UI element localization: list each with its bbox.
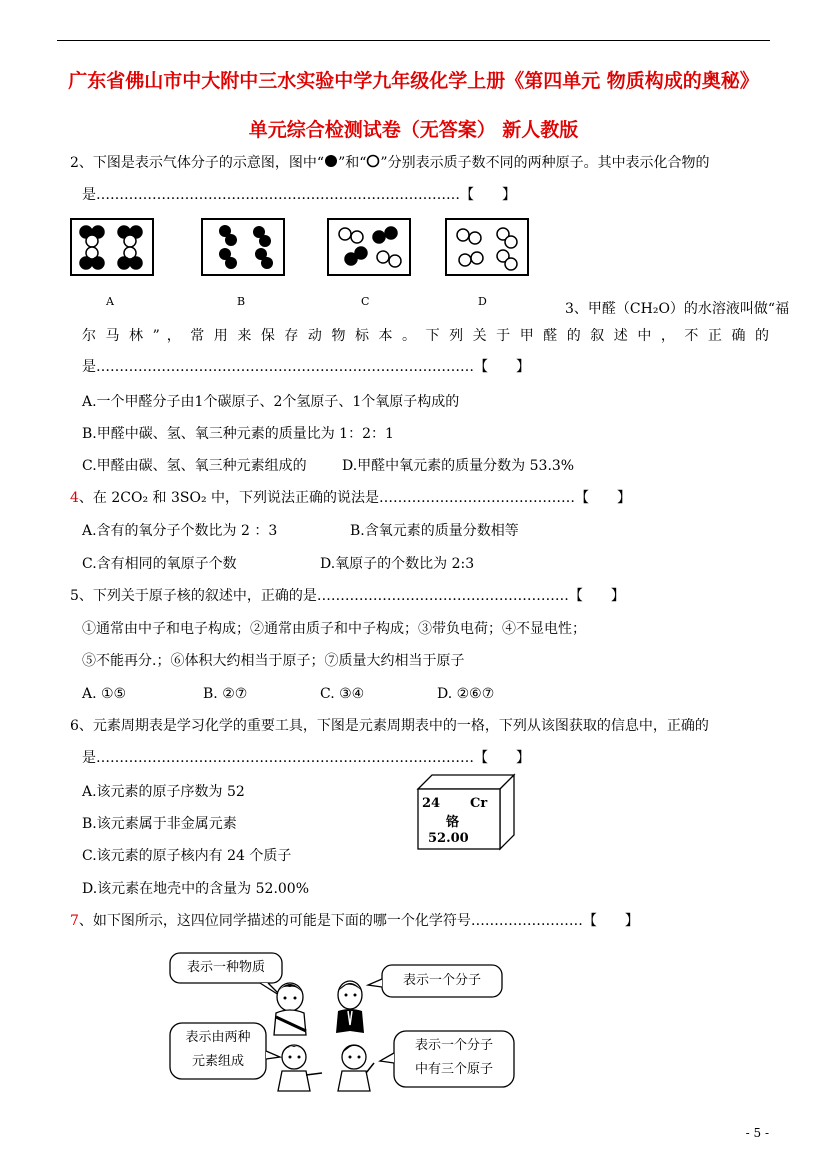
- periodic-table-cell: [416, 773, 516, 851]
- q3-line1: 3、甲醛（CH₂O）的水溶液叫做“福: [565, 301, 790, 317]
- q2-line2: 是……………………………………………………………………【 】: [82, 187, 516, 203]
- figure-label-d: D: [478, 295, 487, 308]
- q4-option-c: C.含有相同的氧原子个数: [82, 556, 237, 572]
- q6-line2: 是………………………………………………………………………【 】: [82, 750, 530, 766]
- molecule-figure-d: [445, 218, 529, 276]
- molecule-figure-c: [327, 218, 411, 276]
- q7-stem: 7、如下图所示，这四位同学描述的可能是下面的哪一个化学符号……………………【 】: [70, 913, 639, 929]
- q4-option-a: A.含有的氧分子个数比为 2 ：3: [82, 523, 278, 539]
- bubble-text-3b: 元素组成: [191, 1054, 244, 1069]
- atomic-mass: 52.00: [428, 831, 469, 846]
- q2-line1: 2、下图是表示气体分子的示意图，图中“ ”和“ ”分别表示质子数不同的两种原子。其中表示化合物的: [70, 155, 710, 171]
- q7-number: 7: [70, 913, 79, 929]
- q5-statements-1: ①通常由中子和电子构成；②通常由质子和中子构成；③带负电荷；④不显电性；: [82, 621, 586, 637]
- q5-option-d: D. ②⑥⑦: [437, 686, 495, 702]
- q3-option-a: A.一个甲醛分子由1个碳原子、2个氢原子、1个氧原子构成的: [82, 394, 460, 410]
- q6-option-d: D.该元素在地壳中的含量为 52.00%: [82, 881, 310, 897]
- q5-statements-2: ⑤不能再分.；⑥体积大约相当于原子；⑦质量大约相当于原子: [82, 653, 465, 669]
- element-name: 铬: [446, 815, 460, 830]
- student-1-figure: [274, 983, 306, 1035]
- molecule-figure-b: [201, 218, 285, 276]
- page-title-line1: 广东省佛山市中大附中三水实验中学九年级化学上册《第四单元 物质构成的奥秘》: [68, 70, 759, 92]
- hollow-atom-icon: [366, 154, 380, 168]
- bubble-text-1: 表示一种物质: [186, 960, 265, 975]
- q6-option-b: B.该元素属于非金属元素: [82, 816, 237, 832]
- q5-option-a: A. ①⑤: [82, 686, 127, 702]
- bubble-text-2: 表示一个分子: [402, 973, 481, 988]
- bubble-text-3a: 表示由两种: [185, 1030, 251, 1045]
- q5-option-c: C. ③④: [320, 686, 365, 702]
- q4-number: 4: [70, 490, 79, 506]
- q3-option-b: B.甲醛中碳、氢、氧三种元素的质量比为 1：2：1: [82, 426, 394, 442]
- figure-label-a: A: [106, 295, 114, 308]
- q6-line1: 6、元素周期表是学习化学的重要工具，下图是元素周期表中的一格，下列从该图获取的信息中，正确的: [70, 718, 709, 734]
- figure-label-b: B: [237, 295, 246, 308]
- q3-line2: 尔 马 林 ” ， 常 用 来 保 存 动 物 标 本 。 下 列 关 于 甲 醛 的 叙 述 中 ， 不 正 确 的: [82, 328, 769, 344]
- q6-option-c: C.该元素的原子核内有 24 个质子: [82, 848, 292, 864]
- q6-option-a: A.该元素的原子序数为 52: [82, 784, 245, 800]
- bubble-text-4a: 表示一个分子: [414, 1038, 493, 1053]
- molecule-figure-a: [70, 218, 154, 276]
- element-symbol: Cr: [470, 796, 488, 811]
- bubble-text-4b: 中有三个原子: [414, 1062, 493, 1077]
- q4-option-b: B.含氧元素的质量分数相等: [350, 523, 519, 539]
- page-title-line2: 单元综合检测试卷（无答案） 新人教版: [248, 119, 579, 141]
- student-4-figure: [338, 1045, 374, 1091]
- q3-option-c: C.甲醛由碳、氢、氧三种元素组成的: [82, 458, 307, 474]
- page-number: - 5 -: [745, 1126, 769, 1140]
- q4-option-d: D.氧原子的个数比为 2:3: [320, 556, 475, 572]
- student-2-figure: [336, 981, 364, 1033]
- filled-atom-icon: [324, 154, 338, 168]
- q5-stem: 5、下列关于原子核的叙述中，正确的是………………………………………………【 】: [70, 588, 625, 604]
- figure-label-c: C: [361, 295, 370, 308]
- student-3-figure: [278, 1045, 322, 1091]
- q5-option-b: B. ②⑦: [203, 686, 248, 702]
- q3-option-d: D.甲醛中氧元素的质量分数为 53.3%: [342, 458, 575, 474]
- q4-stem: 4、在 2CO₂ 和 3SO₂ 中，下列说法正确的说法是……………………………………【 】: [70, 490, 632, 506]
- q3-line3: 是………………………………………………………………………【 】: [82, 359, 530, 375]
- header-rule: [57, 40, 770, 41]
- atomic-number: 24: [422, 796, 441, 811]
